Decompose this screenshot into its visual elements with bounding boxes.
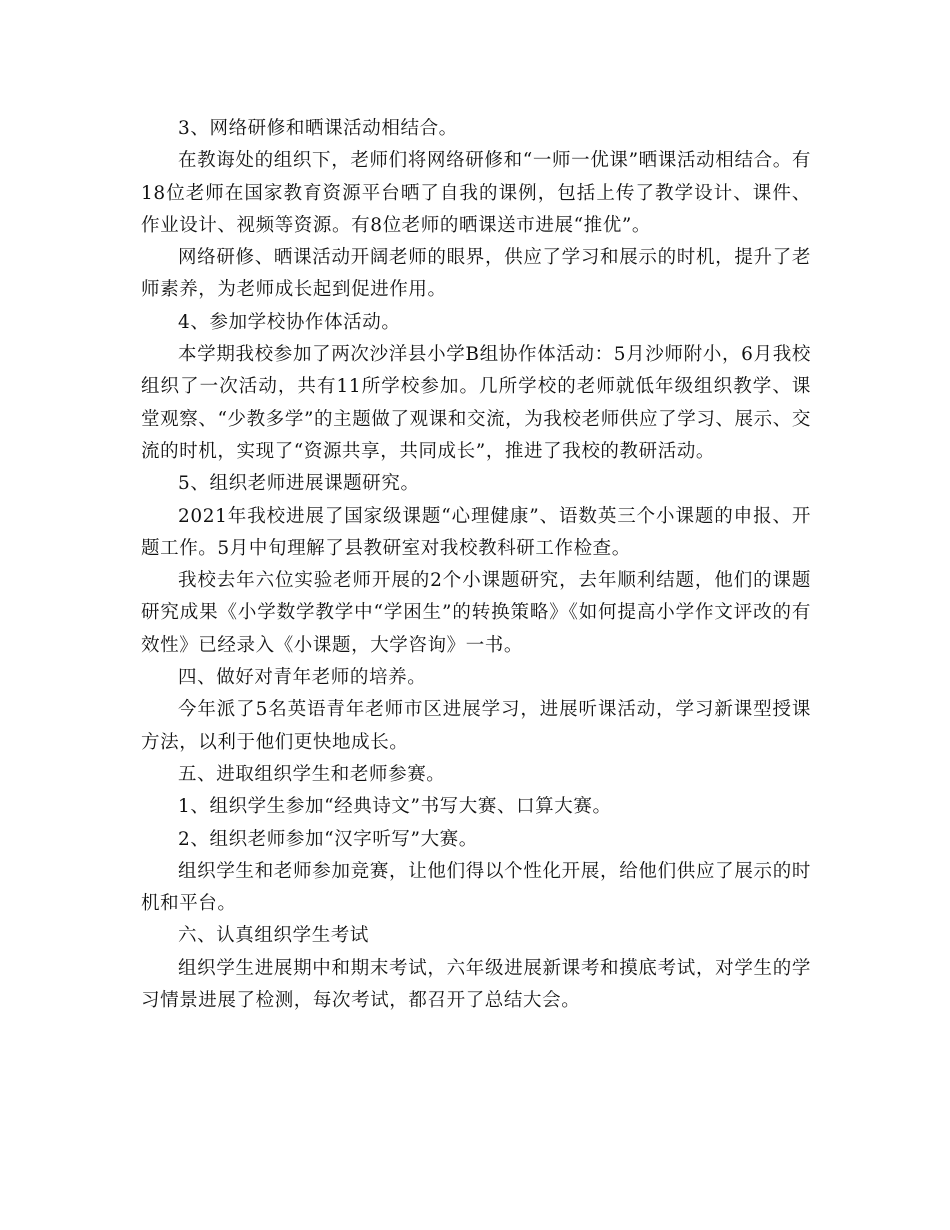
document-body xyxy=(141,113,811,1017)
list-item-teacher-competition: 2、组织老师参加“汉字听写”大赛。 xyxy=(178,828,478,850)
paragraph-research-topics: 2021年我校进展了国家级课题“心理健康”、语数英三个小课题的申报、开题工作。5月中旬理解了县教研室对我校教科研工作检查。 xyxy=(141,505,811,559)
paragraph-network-research-effect: 网络研修、晒课活动开阔老师的眼界，供应了学习和展示的时机，提升了老师素养，为老师成长起到促进作用。 xyxy=(141,247,811,301)
paragraph-research-results: 我校去年六位实验老师开展的2个小课题研究，去年顺利结题，他们的课题研究成果《小学数学教学中“学困生”的转换策略》《如何提高小学作文评改的有效性》已经录入《小课题，大学咨询》一书。 xyxy=(141,570,811,656)
paragraph-competitions: 组织学生和老师参加竞赛，让他们得以个性化开展，给他们供应了展示的时机和平台。 xyxy=(141,860,811,915)
section-heading-research-topics: 5、组织老师进展课题研究。 xyxy=(178,473,420,495)
section-heading-collaboration: 4、参加学校协作体活动。 xyxy=(178,311,401,333)
section-heading-competitions: 五、进取组织学生和老师参赛。 xyxy=(178,763,446,785)
paragraph-collaboration: 本学期我校参加了两次沙洋县小学B组协作体活动：5月沙师附小，6月我校组织了一次活动，共有11所学校参加。几所学校的老师就低年级组织教学、课堂观察、“少教多学”的主题做了观课和交流，为我校老师供应了学习、展示、交流的时机，实现了“资源共享，共同成长”，推进了我校的教研活动。 xyxy=(141,344,811,462)
section-heading-network-research: 3、网络研修和晒课活动相结合。 xyxy=(178,118,458,139)
paragraph-young-teachers: 今年派了5名英语青年老师市区进展学习，进展听课活动，学习新课型授课方法，以利于他们更快地成长。 xyxy=(141,699,811,753)
section-heading-exams: 六、认真组织学生考试 xyxy=(178,925,370,947)
paragraph-exams: 组织学生进展期中和期末考试，六年级进展新课考和摸底考试，对学生的学习情景进展了检测，每次考试，都召开了总结大会。 xyxy=(141,957,811,1012)
paragraph-network-research: 在教诲处的组织下，老师们将网络研修和“一师一优课”晒课活动相结合。有18位老师在国家教育资源平台晒了自我的课例，包括上传了教学设计、课件、作业设计、视频等资源。有8位老师的晒课送市进展“推优”。 xyxy=(141,150,811,236)
list-item-student-competition: 1、组织学生参加“经典诗文”书写大赛、口算大赛。 xyxy=(178,796,612,818)
section-heading-young-teachers: 四、做好对青年老师的培养。 xyxy=(178,667,427,689)
